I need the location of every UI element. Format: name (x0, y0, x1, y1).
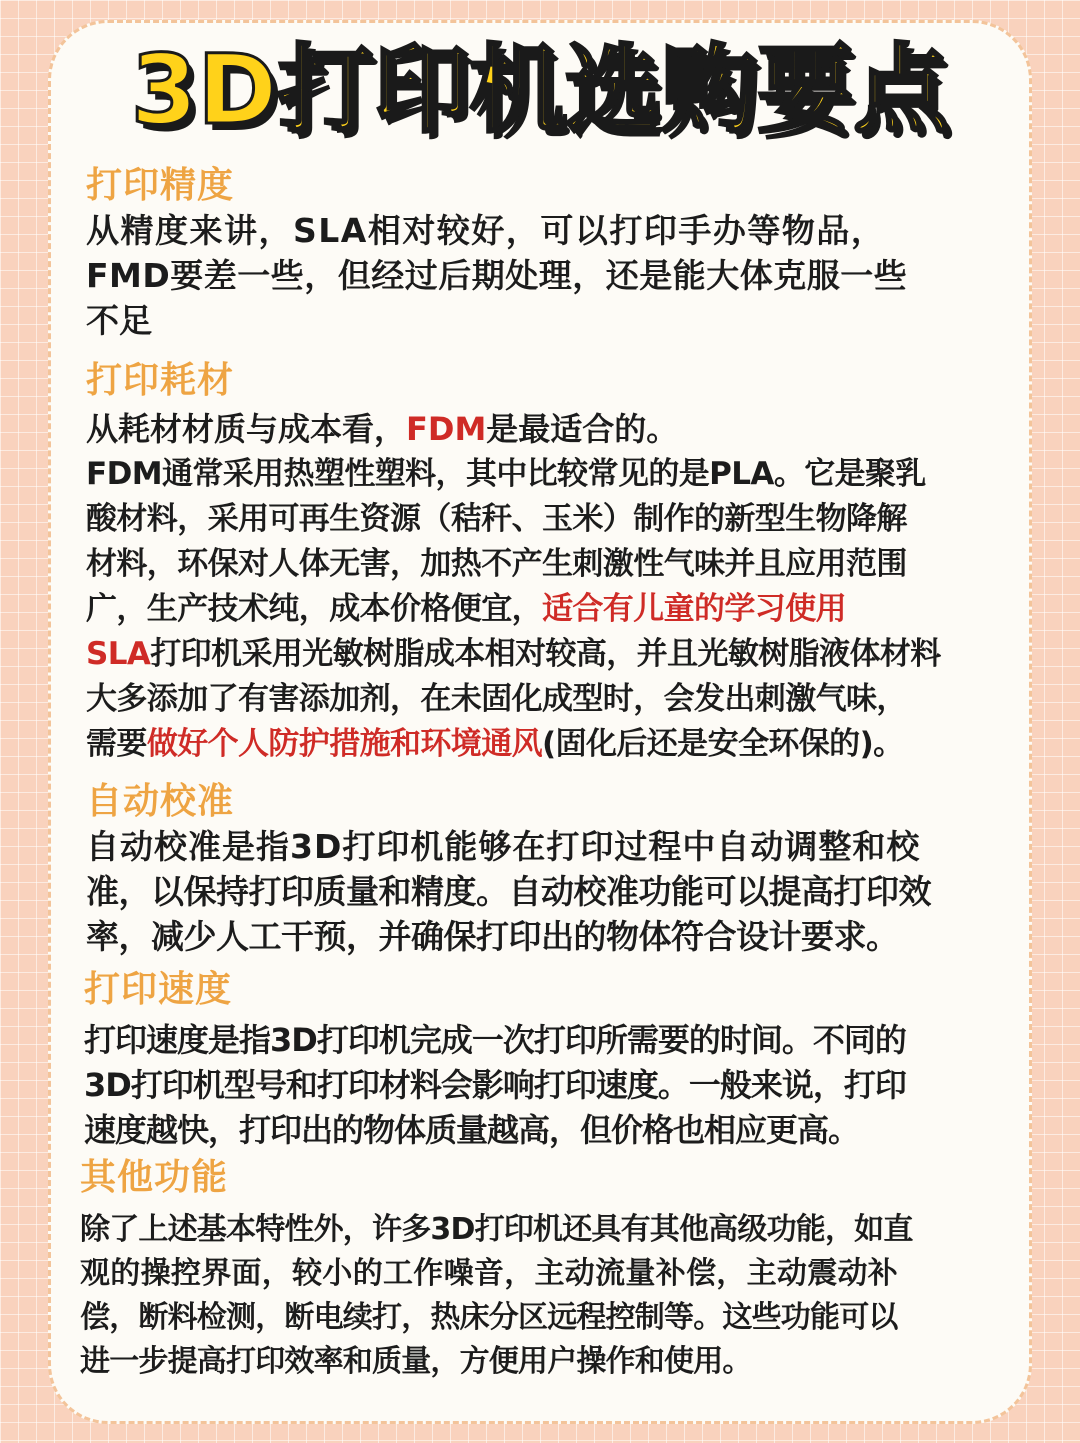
section-heading: 打印耗材 (86, 360, 235, 401)
paragraph-line: FMD要差一些，但经过后期处理，还是能大体克服一些 (86, 256, 908, 295)
paragraph-line: 3D打印机型号和打印材料会影响打印速度。一般来说，打印 (84, 1066, 906, 1104)
section-calibration (86, 780, 1036, 959)
paragraph-line: 速度越快，打印出的物体质量越高，但价格也相应更高。 (84, 1111, 860, 1149)
highlight-text: FDM (406, 410, 487, 448)
paragraph-line: 自动校准是指3D打印机能够在打印过程中自动调整和校 (86, 827, 921, 866)
page-title: 3D打印机选购要点 (130, 34, 950, 146)
section-other (80, 1156, 1030, 1384)
paragraph-line: 偿，断料检测，断电续打，热床分区远程控制等。这些功能可以 (80, 1300, 898, 1335)
text-span: 需要 (86, 726, 147, 762)
paragraph-line (86, 722, 1036, 767)
highlight-text: SLA (86, 636, 151, 672)
highlight-text: 做好个人防护措施和环境通风 (146, 726, 543, 762)
section-heading: 打印精度 (86, 165, 235, 206)
paragraph-line (86, 407, 1036, 452)
text-span: 广，生产技术纯，成本价格便宜， (86, 591, 542, 627)
paragraph-line: 材料，环保对人体无害，加热不产生刺激性气味并且应用范围 (86, 546, 907, 582)
paragraph-line: 观的操控界面，较小的工作噪音，主动流量补偿，主动震动补 (80, 1256, 899, 1291)
paragraph-line: 从精度来讲，SLA相对较好，可以打印手办等物品， (86, 211, 886, 250)
paragraph-line: 准，以保持打印质量和精度。自动校准功能可以提高打印效 (86, 872, 931, 911)
paragraph-line: 进一步提高打印效率和质量，方便用户操作和使用。 (80, 1344, 752, 1379)
paragraph-line: 酸材料，采用可再生资源（秸秆、玉米）制作的新型生物降解 (86, 501, 907, 537)
highlight-text: 适合有儿童的学习使用 (542, 591, 846, 627)
text-span: (固化后还是安全环保的)。 (542, 726, 904, 762)
section-heading: 其他功能 (80, 1157, 229, 1198)
text-span: 是最适合的。 (486, 410, 679, 448)
section-precision (86, 164, 1036, 343)
paragraph-line: 不足 (86, 301, 152, 340)
paragraph-line: 大多添加了有害添加剂，在未固化成型时，会发出刺激气味， (86, 681, 907, 717)
paragraph-line: 打印速度是指3D打印机完成一次打印所需要的时间。不同的 (84, 1021, 906, 1059)
paragraph-line (86, 587, 1036, 632)
paragraph-line: 率，减少人工干预，并确保打印出的物体符合设计要求。 (86, 917, 899, 956)
section-heading: 打印速度 (84, 969, 233, 1010)
section-heading: 自动校准 (86, 781, 235, 822)
paragraph-line: 除了上述基本特性外，许多3D打印机还具有其他高级功能，如直 (80, 1212, 913, 1247)
text-span: 打印机采用光敏树脂成本相对较高，并且光敏树脂液体材料 (150, 636, 941, 672)
paragraph-line: FDM通常采用热塑性塑料，其中比较常见的是PLA。它是聚乳 (86, 456, 926, 492)
text-span: 从耗材材质与成本看， (86, 410, 407, 448)
paragraph-line (86, 632, 1036, 677)
section-materials (86, 359, 1036, 767)
section-speed (84, 968, 1034, 1153)
